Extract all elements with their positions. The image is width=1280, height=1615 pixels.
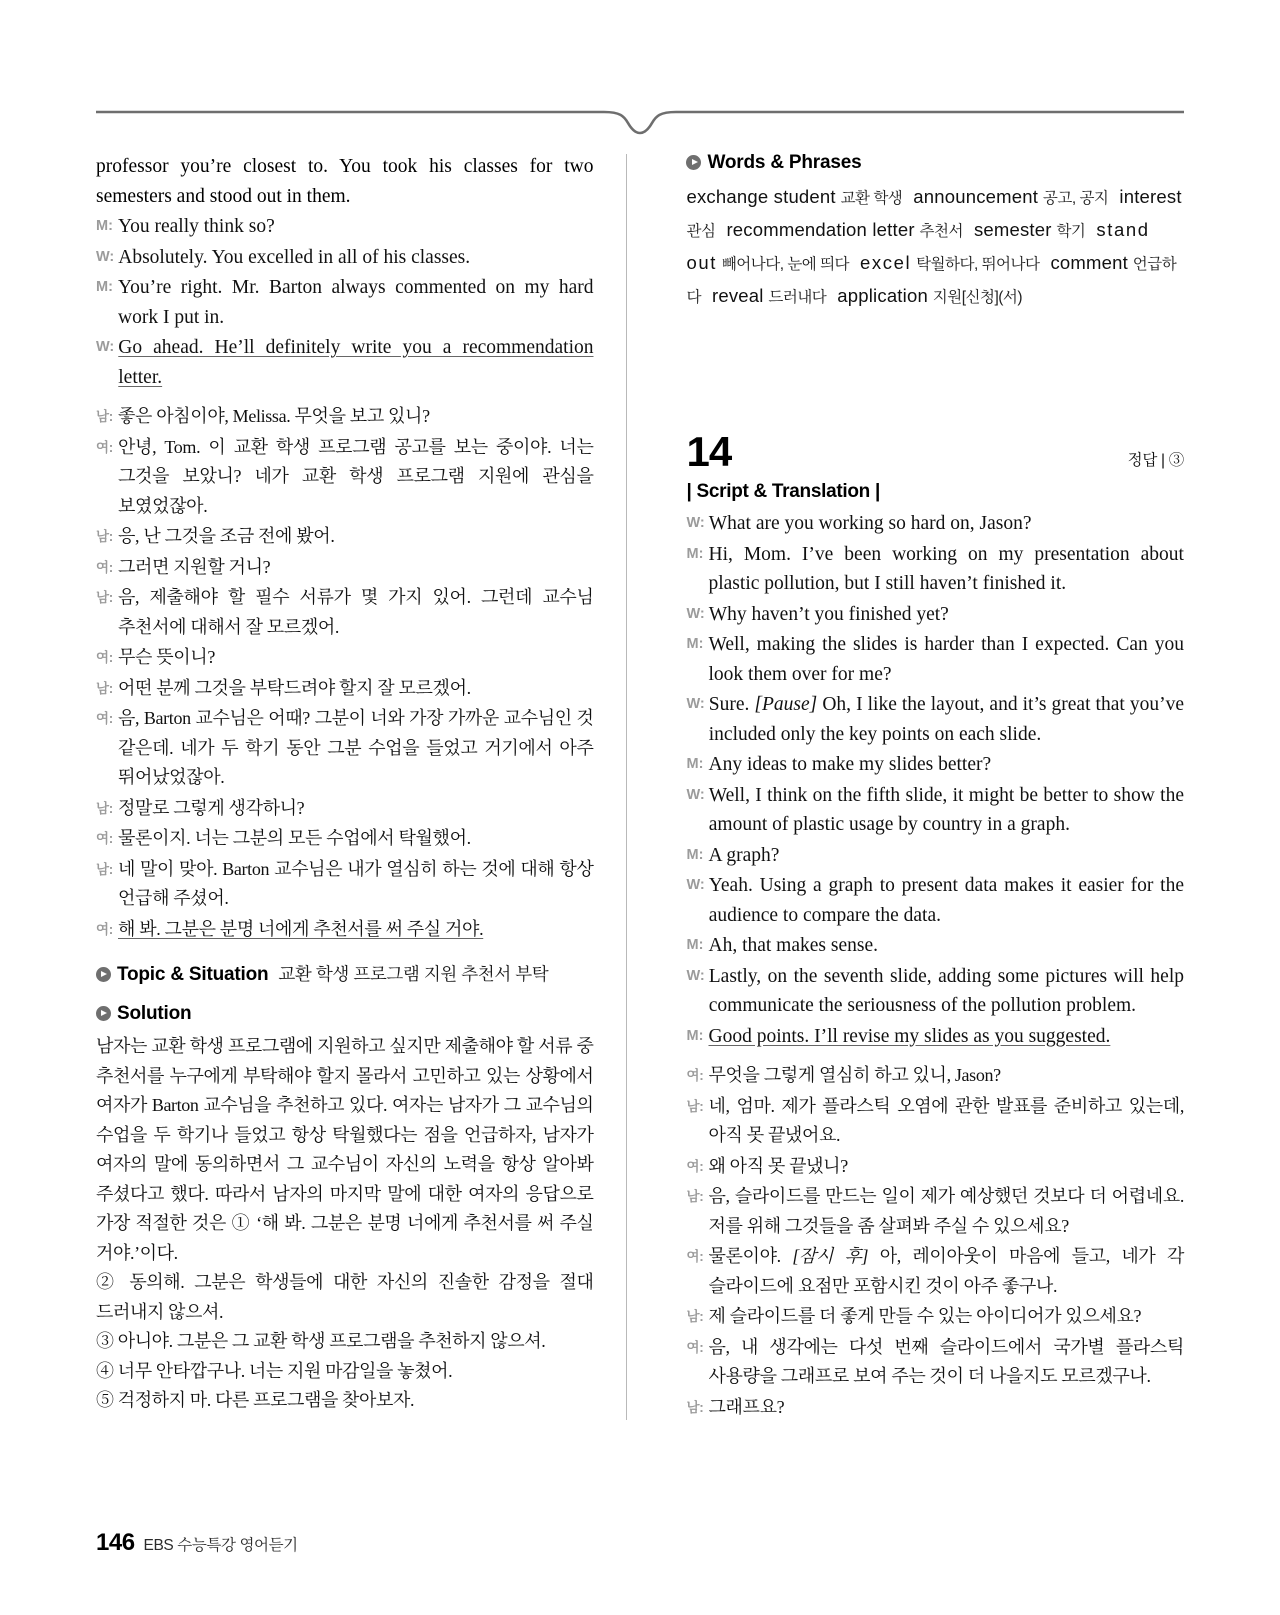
dialogue-text: 해 봐. 그분은 분명 너에게 추천서를 써 주실 거야. (118, 918, 484, 939)
speaker-label: 여: (686, 1339, 704, 1355)
dialogue-line (96, 583, 594, 642)
dialogue-line (686, 630, 1184, 689)
dialogue-text: 안녕, Tom. 이 교환 학생 프로그램 공고를 보는 중이야. 너는 그것을 보았니? 네가 교환 학생 프로그램 지원에 관심을 보였었잖아. (118, 436, 594, 516)
dialogue-line (686, 690, 1184, 749)
script-continuation-text: professor you’re closest to. You took his classes for two semesters and stood out in them. (96, 156, 594, 207)
column-divider (626, 154, 627, 1420)
play-bullet-icon (96, 967, 111, 982)
speaker-label: 여: (96, 559, 113, 575)
solution-label: Solution (117, 1003, 192, 1024)
speaker-label: W: (686, 877, 705, 893)
dialogue-text: 무엇을 그렇게 열심히 하고 있니, Jason? (708, 1065, 1001, 1085)
speaker-label: 여: (96, 439, 113, 455)
solution-choice: ⑤ 걱정하지 마. 다른 프로그램을 찾아보자. (96, 1390, 415, 1410)
dialogue-text: 무슨 뜻이니? (118, 647, 215, 667)
solution-choice: ④ 너무 안타깝구나. 너는 지원 마감일을 놓쳤어. (96, 1360, 453, 1381)
dialogue-text: Ah, that makes sense. (708, 935, 878, 956)
speaker-label: W: (686, 786, 705, 803)
dialogue-text: Well, making the slides is harder than I expected. Can you look them over for me? (708, 634, 1184, 685)
vocab-term: exchange student (686, 186, 836, 207)
speaker-label: 여: (96, 650, 113, 665)
speaker-label: M: (686, 1027, 704, 1044)
dialogue-line (96, 553, 594, 583)
speaker-label: 여: (96, 921, 113, 937)
speaker-label: M: (96, 218, 113, 234)
speaker-label: 남: (686, 1098, 704, 1114)
speaker-label: M: (686, 545, 704, 562)
dialogue-text: 제 슬라이드를 더 좋게 만들 수 있는 아이디어가 있으세요? (708, 1306, 1142, 1326)
dialogue-text: 물론이지. 너는 그분의 모든 수업에서 탁월했어. (118, 828, 471, 848)
play-bullet-icon (686, 155, 701, 170)
dialogue-text: Lastly, on the seventh slide, adding some pictures will help communicate the seriousness of the pollution problem. (708, 965, 1184, 1016)
vocab-term: comment (1050, 252, 1128, 273)
dialogue-text: 물론이야. [잠시 후] 아, 레이아웃이 마음에 들고, 네가 각 슬라이드에 요점만 포함시킨 것이 아주 좋구나. (708, 1246, 1184, 1296)
left-column (96, 152, 606, 1452)
speaker-label: M: (686, 937, 704, 953)
vocab-term: interest (1119, 186, 1182, 207)
dialogue-text: 왜 아직 못 끝냈니? (708, 1155, 848, 1176)
dialogue-text: Sure. [Pause] Oh, I like the layout, and it’s great that you’ve included only the key points on each slide. (708, 694, 1184, 745)
speaker-label: 남: (96, 529, 113, 544)
dialogue-text: 음, 제출해야 할 필수 서류가 몇 가지 있어. 그런데 교수님 추천서에 대해서 잘 모르겠어. (118, 587, 594, 637)
solution-choice: ② 동의해. 그분은 학생들에 대한 자신의 진솔한 감정을 절대 드러내지 않으셔. (96, 1272, 594, 1322)
dialogue-line (686, 1061, 1184, 1091)
words-phrases-heading (686, 152, 1184, 174)
dialogue-text: Hi, Mom. I’ve been working on my presentation about plastic pollution, but I still haven’t finished it. (708, 543, 1184, 594)
solution-paragraph: 남자는 교환 학생 프로그램에 지원하고 싶지만 제출해야 할 서류 중 추천서를 누구에게 부탁해야 할지 몰라서 고민하고 있는 상황에서 여자가 Barton 교수님을 추천하고 있다. 여자는 남자가 그 교수님의 수업을 두 학기나 들었고 항상 탁월했다는 점을 언급하자, 남자가 여자의 말에 동의하면서 그 교수님이 자신의 노력을 항상 알아봐 주셨다고 했다. 따라서 남자의 마지막 말에 대한 여자의 응답으로 가장 적절한 것은 ① ‘해 봐. 그분은 분명 너에게 추천서를 써 주실 거야.’이다. (96, 1036, 594, 1263)
topic-situation-heading (96, 961, 594, 986)
dialogue-text: Yeah. Using a graph to present data makes it easier for the audience to compare the data. (708, 875, 1184, 926)
speaker-label: 남: (96, 409, 113, 424)
dialogue-line (686, 931, 1184, 961)
script-translation-heading: | Script & Translation | (686, 481, 880, 502)
dialogue-line (96, 433, 594, 522)
dialogue-line (686, 1242, 1184, 1301)
speaker-label: 남: (96, 800, 113, 816)
vocab-gloss: 빼어나다, 눈에 띄다 (721, 256, 850, 273)
dialogue-text: 음, 슬라이드를 만드는 일이 제가 예상했던 것보다 더 어렵네요. 저를 위해 그것들을 좀 살펴봐 주실 수 있으세요? (708, 1186, 1184, 1236)
speaker-label: 남: (96, 861, 113, 877)
answer-key (1128, 448, 1184, 473)
speaker-label: M: (686, 846, 704, 863)
answer-value: ③ (1168, 452, 1184, 469)
dialogue-line (686, 1302, 1184, 1332)
page-footer (96, 1529, 298, 1557)
dialogue-text: Well, I think on the fifth slide, it might be better to show the amount of plastic usage by country in a graph. (708, 784, 1184, 835)
solution-choice-list (96, 1268, 594, 1416)
speaker-label: M: (686, 756, 704, 772)
dialogue-line (686, 841, 1184, 871)
vocab-gloss: 지원[신청](서) (932, 289, 1023, 306)
speaker-label: M: (686, 636, 704, 652)
dialogue-text: 정말로 그렇게 생각하니? (118, 797, 305, 818)
two-column-body (96, 152, 1184, 1452)
speaker-label: 여: (686, 1068, 704, 1083)
dialogue-text: 그러면 지원할 거니? (118, 556, 271, 577)
dialogue-text: 네 말이 맞아. Barton 교수님은 내가 열심히 하는 것에 대해 항상 언급해 주셨어. (118, 858, 594, 908)
speaker-label: 여: (96, 831, 113, 846)
dialogue-text: 좋은 아침이야, Melissa. 무엇을 보고 있니? (118, 406, 430, 426)
dialogue-text: Why haven’t you finished yet? (708, 603, 949, 625)
dialogue-text: 그래프요? (708, 1396, 785, 1417)
speaker-label: 남: (96, 590, 113, 605)
dialogue-text: A graph? (708, 844, 780, 866)
dialogue-line (686, 600, 1184, 630)
speaker-label: 여: (96, 711, 113, 726)
vocab-term: stand out (686, 219, 1150, 273)
dialogue-line (96, 704, 594, 793)
solution-choice: ③ 아니야. 그분은 그 교환 학생 프로그램을 추천하지 않으셔. (96, 1331, 546, 1351)
speaker-label: 여: (686, 1249, 704, 1264)
dialogue-line (686, 962, 1184, 1021)
play-bullet-icon (96, 1006, 111, 1021)
dialogue-line (96, 333, 594, 392)
dialogue-line (96, 824, 594, 854)
dialogue-text: Go ahead. He’ll definitely write you a recommendation letter. (118, 337, 594, 388)
dialogue-text: You really think so? (118, 216, 275, 237)
dialogue-line (686, 750, 1184, 780)
speaker-label: 남: (686, 1189, 704, 1204)
dialogue-line (96, 855, 594, 914)
solution-heading (96, 1003, 594, 1025)
dialogue-line (686, 509, 1184, 539)
pause-marker: [Pause] (754, 694, 818, 715)
dialogue-line (686, 540, 1184, 599)
speaker-label: W: (686, 605, 705, 622)
vocab-term: excel (860, 252, 912, 273)
dialogue-line (686, 1022, 1184, 1052)
speaker-label: 여: (686, 1158, 704, 1174)
dialogue-text: 네, 엄마. 제가 플라스틱 오염에 관한 발표를 준비하고 있는데, 아직 못 끝냈어요. (708, 1095, 1184, 1145)
dialogue-line (96, 643, 594, 673)
dialogue-text: 어떤 분께 그것을 부탁드려야 할지 잘 모르겠어. (118, 677, 471, 698)
vocab-term: announcement (913, 186, 1039, 207)
vocab-gloss: 학기 (1056, 223, 1086, 240)
dialogue-text: What are you working so hard on, Jason? (708, 513, 1032, 534)
words-phrases-list (686, 181, 1184, 313)
korean-translation-lines (686, 1061, 1184, 1422)
vocab-term: application (837, 285, 928, 306)
dialogue-line (96, 915, 594, 945)
vocab-term: reveal (711, 285, 764, 306)
dialogue-line (96, 402, 594, 432)
header-decorative-rule (96, 92, 1184, 140)
answer-label: 정답 | (1127, 452, 1165, 469)
speaker-label: M: (96, 279, 113, 295)
vocab-gloss: 드러내다 (768, 289, 827, 306)
speaker-label: 남: (96, 680, 113, 696)
dialogue-line (686, 1182, 1184, 1241)
vocab-gloss: 교환 학생 (840, 190, 903, 207)
question-number: 14 (686, 428, 732, 475)
dialogue-line (686, 1152, 1184, 1182)
dialogue-line (96, 212, 594, 242)
dialogue-line (96, 243, 594, 273)
dialogue-line (686, 871, 1184, 930)
english-script-lines (686, 509, 1184, 1051)
words-phrases-label: Words & Phrases (707, 152, 862, 173)
question-number-row (686, 428, 1184, 475)
footer-book-title: EBS 수능특강 영어듣기 (143, 1537, 298, 1554)
footer-page-number: 146 (96, 1529, 135, 1556)
english-script-lines (96, 212, 594, 392)
dialogue-line (96, 674, 594, 704)
topic-situation-label: Topic & Situation (117, 964, 269, 985)
dialogue-line (96, 273, 594, 332)
speaker-label: W: (686, 515, 705, 531)
dialogue-line (686, 781, 1184, 840)
vocab-term: recommendation letter (726, 219, 915, 240)
dialogue-line (96, 522, 594, 552)
vocab-gloss: 공고, 공지 (1042, 190, 1109, 207)
dialogue-line (686, 1333, 1184, 1392)
dialogue-line (686, 1092, 1184, 1151)
vocab-gloss: 언급하다 (686, 256, 1177, 306)
dialogue-text: You’re right. Mr. Barton always commented on my hard work I put in. (118, 277, 594, 328)
speaker-label: 남: (686, 1309, 704, 1324)
speaker-label: W: (96, 248, 115, 265)
topic-situation-value: 교환 학생 프로그램 지원 추천서 부탁 (278, 964, 549, 984)
vocab-term: semester (973, 219, 1052, 240)
dialogue-line (96, 794, 594, 824)
speaker-label: W: (96, 339, 115, 355)
speaker-label: W: (686, 967, 705, 984)
dialogue-line (686, 1393, 1184, 1423)
speaker-label: 남: (686, 1399, 704, 1415)
vocab-gloss: 탁월하다, 뛰어나다 (916, 256, 1040, 273)
pause-marker: [잠시 후] (792, 1246, 869, 1266)
vocab-gloss: 관심 (686, 223, 716, 240)
right-column (646, 152, 1184, 1452)
dialogue-text: Absolutely. You excelled in all of his classes. (118, 246, 471, 268)
korean-translation-lines (96, 402, 594, 944)
dialogue-text: 응, 난 그것을 조금 전에 봤어. (118, 526, 335, 546)
dialogue-text: 음, Barton 교수님은 어때? 그분이 너와 가장 가까운 교수님인 것 같은데. 네가 두 학기 동안 그분 수업을 들었고 거기에서 아주 뛰어났었잖아. (118, 708, 594, 787)
dialogue-text: Any ideas to make my slides better? (708, 754, 992, 775)
speaker-label: W: (686, 696, 705, 712)
dialogue-text: 음, 내 생각에는 다섯 번째 슬라이드에서 국가별 플라스틱 사용량을 그래프로 보여 주는 것이 더 나을지도 모르겠구나. (708, 1336, 1184, 1386)
dialogue-text: Good points. I’ll revise my slides as you suggested. (708, 1025, 1111, 1047)
vocab-gloss: 추천서 (919, 223, 963, 240)
